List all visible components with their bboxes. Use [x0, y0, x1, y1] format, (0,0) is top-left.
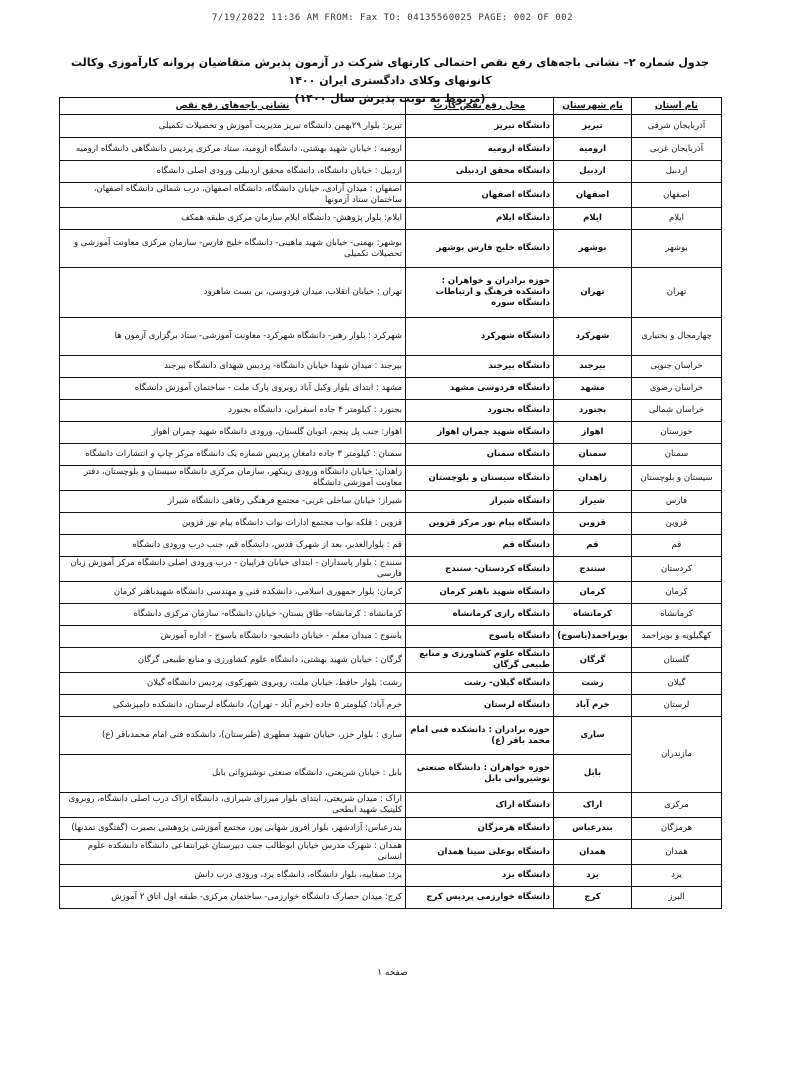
province-cell: اصفهان	[632, 183, 722, 208]
table-row	[60, 466, 722, 491]
table-row	[60, 582, 722, 604]
province-cell: آذربایجان شرقی	[632, 115, 722, 138]
province-cell: آذربایجان غربی	[632, 138, 722, 161]
table-row	[60, 208, 722, 230]
table-row	[60, 183, 722, 208]
table-row	[60, 604, 722, 626]
province-cell: مازندران	[632, 717, 722, 793]
city-cell: تبریز	[554, 115, 632, 138]
location-cell: دانشگاه سمنان	[406, 444, 554, 466]
location-cell: دانشگاه هرمزگان	[406, 818, 554, 840]
address-cell: خرم آباد: کیلومتر ۵ جاده (خرم آباد - تهران)، دانشگاه لرستان، دانشکده دامپزشکی	[60, 695, 406, 717]
header-location: محل رفع نقص کارت	[406, 98, 554, 115]
province-cell: لرستان	[632, 695, 722, 717]
province-cell: کرمان	[632, 582, 722, 604]
province-cell: خراسان شمالی	[632, 400, 722, 422]
table-header-row	[60, 98, 722, 115]
address-cell: شیراز: خیابان ساحلی غربی- مجتمع فرهنگی رفاهی دانشگاه شیراز	[60, 491, 406, 513]
table-row	[60, 513, 722, 535]
address-cell: اردبیل : خیابان دانشگاه، دانشگاه محقق اردبیلی ورودی اصلی دانشگاه	[60, 161, 406, 183]
city-cell: رشت	[554, 673, 632, 695]
address-cell: کرمانشاه : کرمانشاه- طاق بستان- خیابان دانشگاه- سازمان مرکزی دانشگاه	[60, 604, 406, 626]
province-cell: خراسان جنوبی	[632, 356, 722, 378]
table-row	[60, 818, 722, 840]
province-cell: قم	[632, 535, 722, 557]
address-cell: ارومیه : خیابان شهید بهشتی، دانشگاه ارومیه، ستاد مرکزی پردیس دانشگاهی دانشگاه ارومیه	[60, 138, 406, 161]
location-cell: دانشگاه خلیج فارس بوشهر	[406, 230, 554, 268]
address-cell: رشت: بلوار حافظ، خیابان ملت، روبروی شهرکوی، پردیس دانشگاه گیلان	[60, 673, 406, 695]
table-row	[60, 673, 722, 695]
city-cell: شیراز	[554, 491, 632, 513]
table-row	[60, 840, 722, 865]
location-cell: دانشگاه کردستان- سنندج	[406, 557, 554, 582]
city-cell: اردبیل	[554, 161, 632, 183]
table-row	[60, 648, 722, 673]
province-cell: خراسان رضوی	[632, 378, 722, 400]
table-row	[60, 755, 722, 793]
province-cell: ایلام	[632, 208, 722, 230]
city-cell: مشهد	[554, 378, 632, 400]
table-row	[60, 400, 722, 422]
location-cell: دانشگاه شیراز	[406, 491, 554, 513]
table-row	[60, 318, 722, 356]
location-cell: حوزه خواهران : دانشگاه صنعتی نوشیروانی بابل	[406, 755, 554, 793]
address-cell: سنندج : بلوار پاسداران - ابتدای خیابان فراپیان - درب ورودی اصلی دانشگاه مرکز آموزش زبان فارسی	[60, 557, 406, 582]
location-cell: دانشگاه خوارزمی پردیس کرج	[406, 887, 554, 909]
province-cell: مرکزی	[632, 793, 722, 818]
table-row	[60, 115, 722, 138]
city-cell: قم	[554, 535, 632, 557]
location-cell: دانشگاه تبریز	[406, 115, 554, 138]
city-cell: بابل	[554, 755, 632, 793]
city-cell: ارومیه	[554, 138, 632, 161]
address-cell: کرمان: بلوار جمهوری اسلامی، دانشکده فنی و مهندسی دانشگاه شهیدباهنر کرمان	[60, 582, 406, 604]
province-cell: تهران	[632, 268, 722, 318]
address-cell: اراک : میدان شریعتی، ابتدای بلوار میرزای شیرازی، دانشگاه اراک درب اصلی دانشگاه، روبروی کلینیک شهید ابطحی	[60, 793, 406, 818]
address-cell: زاهدان: خیابان دانشگاه ورودی زیبکهر، سازمان مرکزی دانشگاه سیستان و بلوچستان، دفتر معاونت آموزشی دانشگاه	[60, 466, 406, 491]
table-row	[60, 626, 722, 648]
table-row	[60, 268, 722, 318]
location-cell: دانشگاه ارومیه	[406, 138, 554, 161]
title-line-1: جدول شماره ۲– نشانی باجه‌های رفع نقص احتمالی کارتهای شرکت در آزمون پذیرش متقاضیان پروانه کارآموزی وکالت کانونهای وکلای دادگستری ایران ۱۴۰۰	[70, 56, 710, 87]
table-row	[60, 444, 722, 466]
fax-header: 7/19/2022 11:36 AM FROM: Fax TO: 04135560025 PAGE: 002 OF 002	[211, 13, 574, 23]
city-cell: سمنان	[554, 444, 632, 466]
address-cell: بابل : خیابان شریعتی، دانشگاه صنعتی نوشیروانی بابل	[60, 755, 406, 793]
location-cell: دانشگاه فردوسی مشهد	[406, 378, 554, 400]
locations-table	[59, 97, 722, 909]
address-cell: ساری : بلوار خزر، خیابان شهید مطهری (طبرستان)، دانشکده فنی امام محمدباقر (ع)	[60, 717, 406, 755]
address-cell: بوشهر: بهمنی- خیابان شهید ماهینی- دانشگاه خلیج فارس- سازمان مرکزی معاونت آموزشی و تحصیلات تکمیلی	[60, 230, 406, 268]
address-cell: یزد: صفاییه، بلوار دانشگاه، دانشگاه یزد، ورودی درب دانش	[60, 865, 406, 887]
location-cell: دانشگاه ایلام	[406, 208, 554, 230]
address-cell: کرج: میدان حصارک دانشگاه خوارزمی- ساختمان مرکزی- طبقه اول اتاق ۲ آموزش	[60, 887, 406, 909]
city-cell: همدان	[554, 840, 632, 865]
address-cell: مشهد : ابتدای بلوار وکیل آباد روبروی پارک ملت - ساختمان آموزش دانشگاه	[60, 378, 406, 400]
address-cell: اهواز: جنب پل پنجم، اتوبان گلستان، ورودی دانشگاه شهید چمران اهواز	[60, 422, 406, 444]
location-cell: دانشگاه سیستان و بلوچستان	[406, 466, 554, 491]
city-cell: قزوین	[554, 513, 632, 535]
province-cell: بوشهر	[632, 230, 722, 268]
address-cell: قم : بلوارالغدیر، بعد از شهرک قدس، دانشگاه قم، جنب درب ورودی دانشگاه	[60, 535, 406, 557]
address-cell: سمنان : کیلومتر ۳ جاده دامغان پردیس شماره یک دانشگاه مرکز چاپ و انتشارات دانشگاه	[60, 444, 406, 466]
city-cell: اهواز	[554, 422, 632, 444]
city-cell: بوشهر	[554, 230, 632, 268]
province-cell: البرز	[632, 887, 722, 909]
address-cell: بجنورد : کیلومتر ۴ جاده اسفراین، دانشگاه بجنورد	[60, 400, 406, 422]
address-cell: ایلام: بلوار پژوهش- دانشگاه ایلام سازمان مرکزی طبقه همکف	[60, 208, 406, 230]
city-cell: بویراحمد(یاسوج)	[554, 626, 632, 648]
location-cell: دانشگاه یاسوج	[406, 626, 554, 648]
location-cell: دانشگاه علوم کشاورزی و منابع طبیعی گرگان	[406, 648, 554, 673]
table-row	[60, 887, 722, 909]
province-cell: همدان	[632, 840, 722, 865]
address-cell: اصفهان : میدان آزادی، خیابان دانشگاه، دانشگاه اصفهان، درب شمالی دانشگاه اصفهان، ساختمان ستاد آزمونها	[60, 183, 406, 208]
location-cell: دانشگاه پیام نور مرکز قزوین	[406, 513, 554, 535]
header-city: نام شهرستان	[554, 98, 632, 115]
city-cell: زاهدان	[554, 466, 632, 491]
province-cell: اردبیل	[632, 161, 722, 183]
city-cell: بندرعباس	[554, 818, 632, 840]
table-row	[60, 491, 722, 513]
city-cell: اصفهان	[554, 183, 632, 208]
table-row	[60, 535, 722, 557]
table-row	[60, 422, 722, 444]
location-cell: دانشگاه یزد	[406, 865, 554, 887]
province-cell: گلستان	[632, 648, 722, 673]
location-cell: دانشگاه بجنورد	[406, 400, 554, 422]
city-cell: کرمانشاه	[554, 604, 632, 626]
location-cell: دانشگاه گیلان- رشت	[406, 673, 554, 695]
city-cell: بیرجند	[554, 356, 632, 378]
address-cell: قزوین : فلکه نواب مجتمع ادارات نواب دانشگاه پیام نور قزوین	[60, 513, 406, 535]
location-cell: دانشگاه لرستان	[406, 695, 554, 717]
table-row	[60, 230, 722, 268]
province-cell: هرمزگان	[632, 818, 722, 840]
location-cell: دانشگاه قم	[406, 535, 554, 557]
location-cell: حوزه برادران و خواهران : دانشکده فرهنگ و ارتباطات دانشگاه سوره	[406, 268, 554, 318]
province-cell: یزد	[632, 865, 722, 887]
table-row	[60, 356, 722, 378]
province-cell: کرمانشاه	[632, 604, 722, 626]
table-row	[60, 717, 722, 755]
address-cell: بیرجند : میدان شهدا خیابان دانشگاه- پردیس شهدای دانشگاه بیرجند	[60, 356, 406, 378]
province-cell: کردستان	[632, 557, 722, 582]
location-cell: دانشگاه رازی کرمانشاه	[406, 604, 554, 626]
province-cell: خوزستان	[632, 422, 722, 444]
city-cell: ایلام	[554, 208, 632, 230]
city-cell: کرمان	[554, 582, 632, 604]
address-cell: گرگان : خیابان شهید بهشتی، دانشگاه علوم کشاورزی و منابع طبیعی گرگان	[60, 648, 406, 673]
city-cell: شهرکرد	[554, 318, 632, 356]
city-cell: کرج	[554, 887, 632, 909]
location-cell: دانشگاه بیرجند	[406, 356, 554, 378]
province-cell: فارس	[632, 491, 722, 513]
city-cell: بجنورد	[554, 400, 632, 422]
address-cell: تهران : خیابان انقلاب، میدان فردوسی، بن بست شاهرود	[60, 268, 406, 318]
address-cell: همدان : شهرک مدرس خیابان ابوطالب جنب دبیرستان غیرانتفاعی دانشگاه دانشکده علوم انسانی	[60, 840, 406, 865]
province-cell: سمنان	[632, 444, 722, 466]
province-cell: سیستان و بلوچستان	[632, 466, 722, 491]
table-row	[60, 378, 722, 400]
city-cell: اراک	[554, 793, 632, 818]
city-cell: یزد	[554, 865, 632, 887]
city-cell: ساری	[554, 717, 632, 755]
location-cell: دانشگاه محقق اردبیلی	[406, 161, 554, 183]
location-cell: دانشگاه اراک	[406, 793, 554, 818]
address-cell: تبریز: بلوار ۲۹بهمن دانشگاه تبریز مدیریت آموزش و تحصیلات تکمیلی	[60, 115, 406, 138]
page-number: صفحه ۱	[377, 968, 408, 978]
city-cell: تهران	[554, 268, 632, 318]
table-row	[60, 865, 722, 887]
address-cell: شهرکرد : بلوار رهبر- دانشگاه شهرکرد- معاونت آموزشی- ستاد برگزاری آزمون ها	[60, 318, 406, 356]
location-cell: حوزه برادران : دانشکده فنی امام محمد باقر (ع)	[406, 717, 554, 755]
location-cell: دانشگاه شهرکرد	[406, 318, 554, 356]
location-cell: دانشگاه اصفهان	[406, 183, 554, 208]
location-cell: دانشگاه شهید باهنر کرمان	[406, 582, 554, 604]
province-cell: قزوین	[632, 513, 722, 535]
city-cell: خرم آباد	[554, 695, 632, 717]
province-cell: کهگیلویه و بویراحمد	[632, 626, 722, 648]
province-cell: گیلان	[632, 673, 722, 695]
table-row	[60, 793, 722, 818]
location-cell: دانشگاه شهید چمران اهواز	[406, 422, 554, 444]
header-province: نام استان	[632, 98, 722, 115]
title-line-2: (مربوط به نوبت پذیرش سال ۱۴۰۰)	[294, 92, 486, 105]
location-cell: دانشگاه بوعلی سینا همدان	[406, 840, 554, 865]
address-cell: یاسوج : میدان معلم - خیابان دانشجو- دانشگاه یاسوج - اداره آموزش	[60, 626, 406, 648]
province-cell: چهارمحال و بختیاری	[632, 318, 722, 356]
table-row	[60, 557, 722, 582]
table-row	[60, 138, 722, 161]
table-row	[60, 161, 722, 183]
table-row	[60, 695, 722, 717]
city-cell: گرگان	[554, 648, 632, 673]
address-cell: بندرعباس: آزادشهر، بلوار افروز شهابی پور، مجتمع آموزشی پژوهشی بصیرت (گفتگوی تمدنها)	[60, 818, 406, 840]
city-cell: سنندج	[554, 557, 632, 582]
header-address: نشانی باجه‌های رفع نقص	[60, 98, 406, 115]
